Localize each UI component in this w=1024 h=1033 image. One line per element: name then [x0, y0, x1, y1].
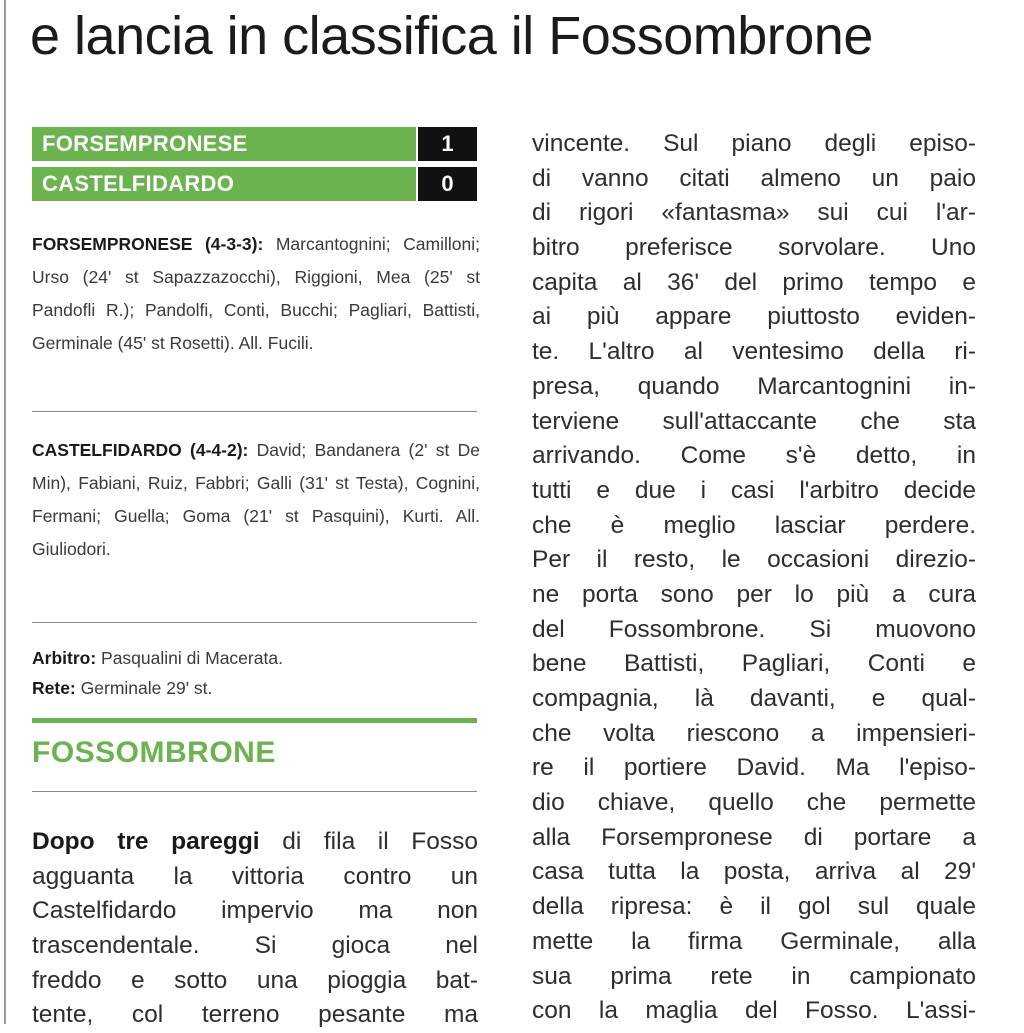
scoreboard-row-away: [32, 167, 477, 201]
headline: e lancia in classifica il Fossombrone: [30, 6, 873, 66]
article-line: bene Battisti, Pagliari, Conti e: [532, 650, 976, 678]
article-line: compagnia, là davanti, e qual-: [532, 685, 976, 712]
article-line: bitro preferisce sorvolare. Uno: [532, 234, 976, 262]
away-team-name: CASTELFIDARDO: [32, 167, 416, 201]
goal-line: [32, 673, 480, 703]
article-line: sua prima rete in campionato: [532, 962, 976, 990]
article-line: dio chiave, quello che permette: [532, 789, 976, 817]
scoreboard-row-home: [32, 127, 477, 161]
article-line: ne porta sono per lo più a cura: [532, 580, 976, 608]
article-line: di vanno citati almeno un paio: [532, 164, 976, 192]
article-line: vincente. Sul piano degli episo-: [532, 130, 976, 157]
article-column-left: [32, 825, 478, 1033]
article-line: trascendentale. Si gioca nel: [32, 932, 478, 960]
separator: [32, 791, 477, 792]
article-line: alla Forsempronese di portare a: [532, 823, 976, 851]
article-line: Per il resto, le occasioni direzio-: [532, 546, 976, 574]
article-line: ai più appare piuttosto eviden-: [532, 303, 976, 331]
article-lead-rest: di fila il Fosso: [259, 828, 478, 855]
article-line: arrivando. Come s'è detto, in: [532, 442, 976, 470]
article-line: casa tutta la posta, arriva al 29': [532, 858, 976, 886]
goal-label: Rete:: [32, 678, 76, 698]
article-line: con la maglia del Fosso. L'assi-: [532, 997, 976, 1025]
article-line: te. L'altro al ventesimo della ri-: [532, 338, 976, 366]
referee-line: [32, 643, 480, 673]
away-team-score: 0: [418, 167, 477, 201]
home-lineup-text: Marcantognini; Camilloni; Urso (24' st Sapazzazocchi), Riggioni, Mea (25' st Pandofli R.); Pandolfi, Conti, Bucchi; Pagliari, Battisti, Germinale (45' st Rosetti). All. Fucili.: [32, 234, 480, 353]
article-lead: Dopo tre pareggi: [32, 828, 260, 855]
goal-value: Germinale 29' st.: [80, 678, 213, 698]
away-lineup-label: CASTELFIDARDO (4-4-2):: [32, 440, 249, 460]
article-line: tente, col terreno pesante ma: [32, 1001, 478, 1029]
referee-value: Pasqualini di Macerata.: [101, 648, 283, 668]
article-line: del Fossombrone. Si muovono: [532, 615, 976, 643]
separator: [32, 411, 477, 412]
article-line: re il portiere David. Ma l'episo-: [532, 754, 976, 782]
article-column-right: [532, 127, 976, 1029]
article-line: Castelfidardo impervio ma non: [32, 897, 478, 925]
home-lineup-label: FORSEMPRONESE (4-3-3):: [32, 234, 264, 254]
article-line: di rigori «fantasma» sui cui l'ar-: [532, 199, 976, 227]
article-line: della ripresa: è il gol sul quale: [532, 893, 976, 921]
article-line: capita al 36' del primo tempo e: [532, 268, 976, 296]
article-line: che volta riescono a impensieri-: [532, 719, 976, 747]
article-line: mette la firma Germinale, alla: [532, 927, 976, 955]
article-line: [32, 825, 478, 860]
away-lineup: [32, 434, 480, 566]
section-title: FOSSOMBRONE: [32, 736, 276, 769]
article-line: terviene sull'attaccante che sta: [532, 407, 976, 435]
article-line: freddo e sotto una pioggia bat-: [32, 966, 478, 994]
article-line: presa, quando Marcantognini in-: [532, 372, 976, 400]
article-line: tutti e due i casi l'arbitro decide: [532, 476, 976, 504]
match-officials: [32, 643, 480, 703]
home-team-score: 1: [418, 127, 477, 161]
away-lineup-text: David; Bandanera (2' st De Min), Fabiani, Ruiz, Fabbri; Galli (31' st Testa), Cognini, Fermani; Guella; Goma (21' st Pasquini), Kurti. All. Giuliodori.: [32, 440, 480, 559]
separator: [32, 622, 477, 623]
section-accent-bar: [32, 718, 477, 723]
referee-label: Arbitro:: [32, 648, 97, 668]
article-line: che è meglio lasciar perdere.: [532, 511, 976, 539]
home-lineup: [32, 228, 480, 360]
article-line: agguanta la vittoria contro un: [32, 862, 478, 890]
column-divider-line: [4, 0, 6, 1024]
home-team-name: FORSEMPRONESE: [32, 127, 416, 161]
